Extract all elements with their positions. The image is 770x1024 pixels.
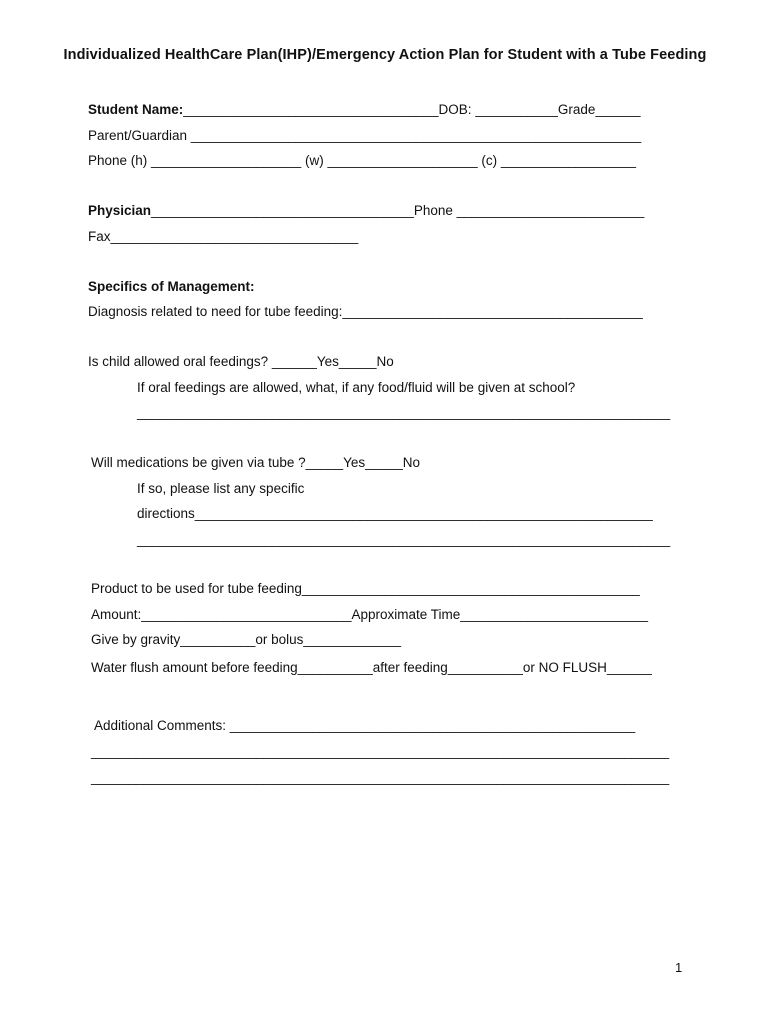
physician-field[interactable]: ___________________________________: [151, 203, 414, 218]
grade-field[interactable]: ______: [595, 102, 641, 117]
water-flush-field[interactable]: Water flush amount before feeding__________after feeding__________or NO FLUSH______: [91, 660, 652, 675]
comments-line-2[interactable]: _____________________________________________________________________________: [91, 744, 670, 759]
student-info-row: [88, 102, 641, 118]
directions-field[interactable]: directions_____________________________________________________________: [137, 506, 653, 521]
directions-extra-field[interactable]: _______________________________________________________________________: [137, 532, 671, 547]
parent-guardian-field[interactable]: Parent/Guardian ____________________________________________________________: [88, 128, 642, 143]
physician-phone-field[interactable]: Phone _________________________: [413, 203, 645, 218]
specifics-heading: Specifics of Management:: [88, 279, 255, 294]
gravity-bolus-field[interactable]: Give by gravity__________or bolus_____________: [91, 632, 401, 647]
additional-comments-field[interactable]: Additional Comments: ______________________________________________________: [94, 718, 636, 733]
diagnosis-field[interactable]: Diagnosis related to need for tube feeding:________________________________________: [88, 304, 643, 319]
product-field[interactable]: Product to be used for tube feeding_____________________________________________: [91, 581, 640, 596]
oral-feedings-followup: If oral feedings are allowed, what, if any food/fluid will be given at school?: [137, 380, 576, 395]
amount-time-field[interactable]: Amount:____________________________Approximate Time_________________________: [91, 607, 648, 622]
medications-question[interactable]: Will medications be given via tube ?_____Yes_____No: [91, 455, 420, 470]
phone-fields[interactable]: Phone (h) ____________________ (w) ____________________ (c) __________________: [88, 153, 636, 168]
oral-feedings-question[interactable]: Is child allowed oral feedings? ______Yes_____No: [88, 354, 394, 369]
physician-row: [88, 203, 644, 219]
student-name-field[interactable]: __________________________________: [183, 102, 439, 117]
dob-label: DOB:: [438, 102, 476, 117]
oral-feedings-answer-field[interactable]: _______________________________________________________________________: [137, 405, 671, 420]
document-title: Individualized HealthCare Plan(IHP)/Emergency Action Plan for Student with a Tube Feeding: [63, 47, 707, 63]
page-number: 1: [675, 960, 683, 975]
comments-line-3[interactable]: _____________________________________________________________________________: [91, 770, 670, 785]
dob-field[interactable]: ___________: [475, 102, 558, 117]
student-name-label: Student Name:: [88, 102, 184, 117]
medications-followup: If so, please list any specific: [137, 481, 305, 496]
fax-field[interactable]: Fax_________________________________: [88, 229, 359, 244]
physician-label: Physician: [88, 203, 152, 218]
grade-label: Grade: [557, 102, 596, 117]
